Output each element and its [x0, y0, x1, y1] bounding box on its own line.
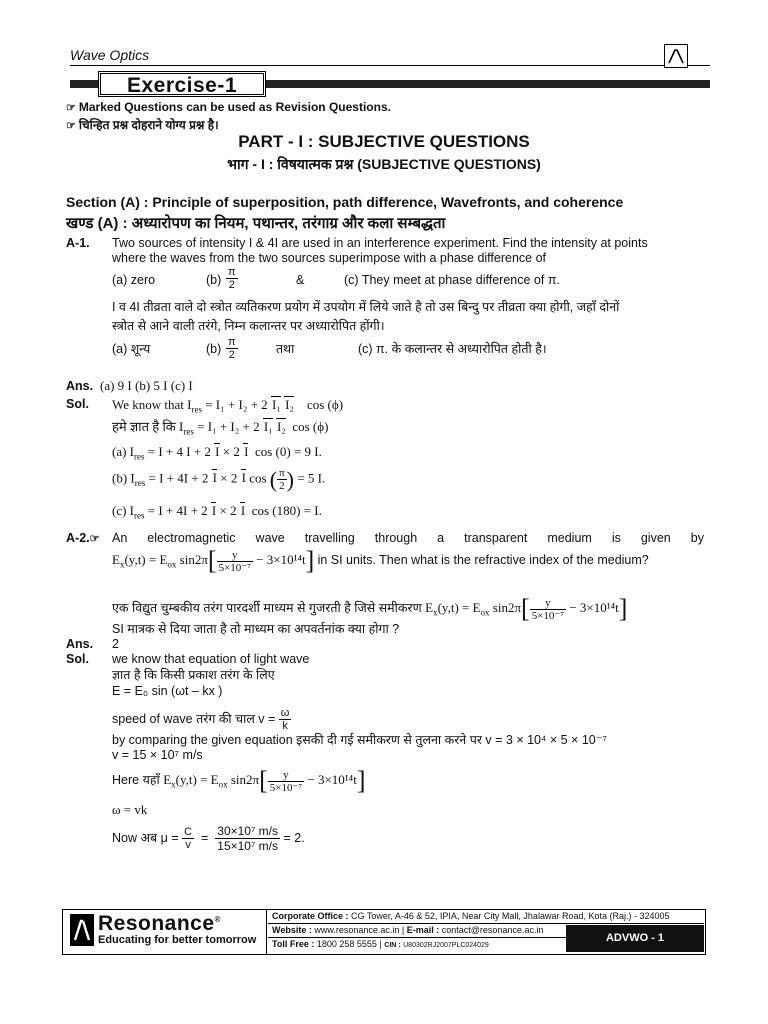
brand-tagline: Educating for better tomorrow — [98, 934, 257, 946]
question-word: An — [112, 531, 128, 545]
pointing-hand-icon: ☞ — [89, 533, 100, 545]
footer-rule — [268, 923, 704, 924]
answer-label: Ans. — [66, 379, 94, 393]
solution-line: v = 15 × 10⁷ m/s — [112, 748, 203, 762]
question-word: given — [640, 531, 671, 545]
solution-line: by comparing the given equation इसकी दी गई समीकरण से तुलना करने पर v = 3 × 10⁴ × 5 × 10⁻⁷ — [112, 733, 607, 747]
option-b-hi: (b) — [206, 342, 222, 356]
solution-a: (a) $I_{res} = I + 4$ I + 2 I × 2 I cos (0) = 9 I. — [112, 444, 322, 462]
solution-line: speed of wave तरंग की चाल v = $\frac{\omega}{k}$ — [112, 707, 290, 732]
section-title: Section (A) : Principle of superposition, path difference, Wavefronts, and coherence — [66, 194, 624, 210]
question-word: medium — [547, 531, 592, 545]
pointing-hand-icon: ☞ — [66, 102, 76, 114]
resonance-logo-icon — [70, 914, 94, 951]
solution-line: We know that $I_{res} = I_1 + I_2 + 2$ I₁ I₂ cos (ϕ) — [112, 397, 344, 415]
solution-b: (b) $I_{res} = I + 4I + 2$ I × 2 I cos ( $\frac{\pi}{2}$ ) = 5 I. — [112, 467, 326, 492]
revision-note-en: ☞ Marked Questions can be used as Revision Questions. — [66, 100, 391, 114]
footer-rule — [268, 937, 566, 938]
option-a-hi: (a) शून्य — [112, 342, 151, 356]
pi-over-2: $\frac{\pi}{2}$ — [228, 266, 236, 291]
toll-free: Toll Free : 1800 258 5555 | CIN : U80302RJ2007PLC024029 — [272, 939, 489, 949]
answer: (a) 9 I (b) 5 I (c) I — [100, 378, 193, 393]
answer-label: Ans. — [66, 637, 94, 651]
question-word: electromagnetic — [147, 531, 236, 545]
solution-label: Sol. — [66, 397, 89, 411]
exercise-title: Exercise-1 — [98, 71, 266, 97]
part-title-hi: भाग - I : विषयात्मक प्रश्न (SUBJECTIVE QUESTIONS) — [227, 156, 541, 172]
part-title: PART - I : SUBJECTIVE QUESTIONS — [238, 132, 530, 151]
section-title-hi: खण्ड (A) : अध्यारोपण का नियम, पथान्तर, तरंगाग्र और कला सम्बद्धता — [66, 215, 446, 232]
question-label: A-1. — [66, 236, 90, 250]
answer: 2 — [112, 637, 119, 651]
solution-line: ज्ञात है कि किसी प्रकाश तरंग के लिए — [112, 668, 275, 682]
solution-line: we know that equation of light wave — [112, 652, 310, 666]
chapter-title: Wave Optics — [70, 47, 150, 63]
question-text-hi: I व 4I तीव्रता वाले दो स्त्रोत व्यतिकरण प्रयोग में उपयोग में लिये जाते है तो उस बिन्दु पर तीव्रता क्या होगी, जहाँ दोनों स्त्रोत से आने वाली तरंगे, निम्न कलान्तर पर अध्यारोपित होंगी। — [112, 300, 620, 333]
revision-note-hi: ☞ चिन्हित प्रश्न दोहराने योग्य प्रश्न है। — [66, 118, 219, 132]
question-word: wave — [255, 531, 285, 545]
solution-line-hi: हमे ज्ञात है कि $I_{res} = I_1 + I_2 + 2$ I₁ I₂ cos (ϕ) — [112, 419, 329, 437]
option-c-hi: (c) π. के कलान्तर से अध्यारोपित होती है। — [358, 342, 547, 356]
solution-c: (c) $I_{res} = I + 4I + 2$ I × 2 I cos (180) = I. — [112, 503, 322, 521]
option-b: (b) — [206, 273, 222, 287]
question-text — [112, 531, 704, 546]
question-word: transparent — [464, 531, 528, 545]
solution-line: Now अब μ = $\frac{C}{v}$ = $\frac{\text{30×10⁷ m/s}}{\text{15×10⁷ m/s}}$ = 2. — [112, 824, 305, 853]
pointing-hand-icon: ☞ — [66, 120, 76, 132]
option-a: (a) zero — [112, 273, 156, 287]
header-rule — [70, 65, 710, 66]
pi-over-2-hi: $\frac{\pi}{2}$ — [228, 336, 236, 361]
corporate-office: Corporate Office : CG Tower, A-46 & 52, IPIA, Near City Mall, Jhalawar Road, Kota (Raj.) - 324005 — [272, 911, 670, 921]
question-word: a — [437, 531, 445, 545]
question-text: Two sources of intensity I & 4I are used in an interference experiment. Find the intensity at points where the waves from the two sources superimpose with a phase difference of — [112, 236, 648, 265]
question-word: is — [611, 531, 621, 545]
question-word: travelling — [304, 531, 355, 545]
solution-label: Sol. — [66, 652, 89, 666]
solution-line: ω = vk — [112, 802, 148, 817]
footer-divider — [266, 909, 267, 954]
question-word: through — [374, 531, 418, 545]
solution-line: E = E₀ sin (ωt – kx ) — [112, 684, 223, 698]
website: Website : www.resonance.ac.in | E-mail : contact@resonance.ac.in — [272, 925, 544, 935]
question-label: A-2.☞ — [66, 531, 100, 545]
resonance-mark-icon — [664, 44, 688, 68]
tatha: तथा — [276, 342, 295, 356]
ampersand: & — [296, 273, 305, 287]
brand-name: Resonance® — [98, 912, 221, 935]
option-c: (c) They meet at phase difference of π. — [344, 273, 560, 287]
wave-equation: $E_x(y,t) = E_{ox}$ sin2π[ $\frac{y}{\text{5×10⁻⁷}}$ − 3×10¹⁴t] in SI units. Then what is the refractive index of the medium? — [112, 546, 649, 575]
solution-line: Here यहाँ $E_x(y,t) = E_{ox}$ sin2π[ $\frac{y}{\text{5×10⁻⁷}}$ − 3×10¹⁴t] — [112, 766, 366, 795]
question-text-hi-2: SI मात्रक से दिया जाता है तो माध्यम का अपवर्तनांक क्या होगा ? — [112, 622, 400, 636]
question-word: by — [690, 531, 704, 545]
question-text-hi: एक विद्युत चुम्बकीय तरंग पारदर्शी माध्यम से गुजरती है जिसे समीकरण $E_x(y,t) = E_{ox}$ sin2π[ $\frac{y}{\text{5×10⁻⁷}}$ − 3×10¹⁴t] — [112, 594, 628, 623]
page-code: ADVWO - 1 — [566, 925, 704, 952]
